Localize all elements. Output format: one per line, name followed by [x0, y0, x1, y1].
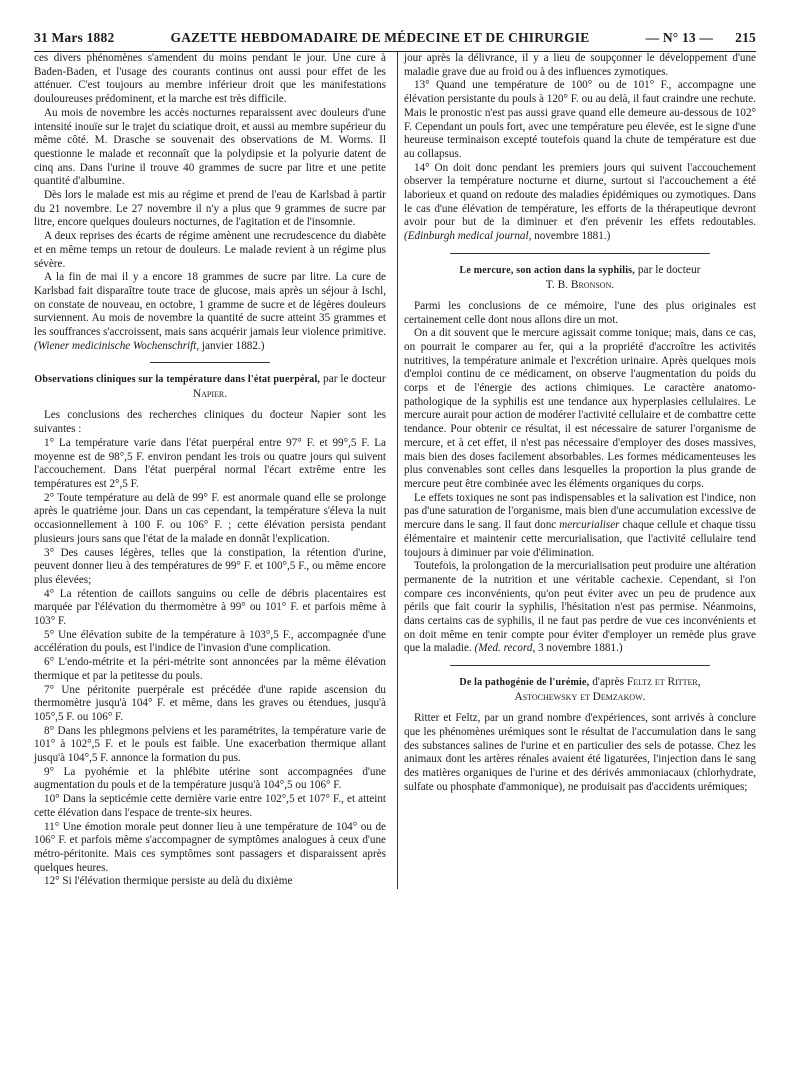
continued-item: jour après la délivrance, il y a lieu de soupçonner le développement d'une maladie grave due au froid ou à des influences zymotiques. — [404, 52, 756, 78]
author-name: Napier. — [192, 388, 228, 401]
section-title-mercure — [404, 263, 756, 292]
case-paragraph — [34, 271, 386, 353]
body-paragraph: Parmi les conclusions de ce mémoire, l'une des plus originales est certainement celle dont nous allons dire un mot. — [404, 299, 756, 326]
paragraph-text: Le effets toxiques ne sont pas indispensables et la salivation est l'indice, non pas d'une saturation de l'organisme, mais bien d'une accumulation excessive de mercure dans le sang. Il faut donc — [404, 491, 757, 532]
numbered-item: 4° La rétention de caillots sanguins ou celle de débris placentaires est marquée par l'élévation du thermomètre à 99° ou 101° F. et parfois même à 103° F. — [34, 587, 386, 628]
numbered-item: 5° Une élévation subite de la température à 103°,5 F., accompagnée d'une accélération du pouls, est l'indice de l'invasion d'une complication. — [34, 628, 386, 655]
source-citation: (Wiener medicinische Wochenschrift, — [34, 339, 200, 352]
numbered-item: 6° L'endo-métrite et la péri-métrite sont annoncées par la même élévation thermique et par la petitesse du pouls. — [34, 656, 386, 682]
numbered-item: 13° Quand une température de 100° ou de 101° F., accompagne une élévation persistante du pouls à 120° F. ou au delà, il faut craindre une rechute. Mais le pronostic n'est pas aussi grave quand elle demeure au-dessous de 102° F. Cependant un pouls fort, avec une température peu élevée, est le signe d'une heureuse terminaison excepté toutefois quand la chute de température est due au collapsus. — [404, 79, 756, 160]
case-paragraph: A deux reprises des écarts de régime amènent une recrudescence du diabète et en même temps un retour de douleurs. Le malade revient à un régime plus sévère. — [34, 230, 386, 270]
item-text: 14° On doit donc pendant les premiers jours qui suivent l'accouchement observer la température nocturne et diurne, surtout si l'accouchement a été laborieux et quand on redoute des maladies épidémiques ou zymotiques. Dans le cas d'une élévation de température, les efforts de la thérapeutique devront avoir pour but de la diminuer et d'en prévenir les effets redoutables. — [404, 161, 756, 229]
author-name: T. B. Bronson. — [545, 278, 615, 291]
section-separator — [450, 665, 710, 666]
numbered-item: 1° La température varie dans l'état puerpéral entre 97° F. et 99°,5 F. La moyenne est de 98°,5 F. environ pendant les trois ou quatre jours qui suivent l'accouchement. Dans l'état puerpéral normal l'écart extrême entre les températures est 2°,5 F. — [34, 436, 386, 490]
journal-title: GAZETTE HEBDOMADAIRE DE MÉDECINE ET DE CHIRURGIE — [170, 30, 590, 45]
byline-prefix: par le docteur — [323, 373, 386, 386]
body-paragraph — [404, 492, 756, 561]
section-title-uremie — [404, 675, 756, 704]
two-column-body — [34, 52, 756, 889]
intro-paragraph: Les conclusions des recherches cliniques du docteur Napier sont les suivantes : — [34, 409, 386, 436]
section-heading: Observations cliniques sur la température dans l'état puerpéral, — [34, 374, 321, 386]
right-column — [404, 52, 756, 889]
numbered-item: 9° La pyohémie et la phlébite utérine sont accompagnées d'une augmentation du pouls et de la température jusqu'à 104°,5 ou 106° F. — [34, 765, 386, 792]
issue-date: 31 Mars 1882 — [34, 30, 115, 45]
section-heading: Le mercure, son action dans la syphilis, — [459, 264, 635, 276]
source-citation: (Edinburgh medical journal, — [404, 230, 532, 243]
case-paragraph: Dès lors le malade est mis au régime et prend de l'eau de Karlsbad à partir du 21 novembre. Le 27 novembre il n'y a plus que 9 grammes de sucre par litre, encore quelques douleurs nocturnes, de l'agitation et de l'insomnie. — [34, 189, 386, 229]
section-separator — [150, 362, 270, 363]
numbered-item: 10° Dans la septicémie cette dernière varie entre 102°,5 et 107° F., et atteint cette élévation dans l'espace de trente-six heures. — [34, 793, 386, 819]
section-title-puerperal — [34, 372, 386, 401]
left-column — [34, 52, 386, 889]
author-names: Feltz et Ritter, — [626, 676, 701, 689]
numbered-item: 12° Si l'élévation thermique persiste au delà du dixième — [44, 875, 293, 888]
paragraph-text: chaque cellule et chaque tissu élémentaire et maintenir cette mercurialisation, que l'activité cellulaire tend toujours à diminuer par voie d'élimination. — [404, 519, 756, 559]
byline-prefix: par le docteur — [637, 263, 701, 276]
running-header — [34, 30, 756, 52]
source-date: 3 novembre 1881.) — [538, 642, 623, 655]
source-date: janvier 1882.) — [201, 339, 265, 352]
section-heading: De la pathogénie de l'urémie, — [459, 677, 590, 689]
case-paragraph: ces divers phénomènes s'amendent du moins pendant le jour. Une cure à Baden-Baden, et l'usage des courants continus ont aussi pour effet de les atténuer. C'est toujours au membre inférieur droit que les manifestations douloureuses prédominent, et la marche est très difficile. — [34, 52, 386, 106]
author-names: Astochewsky et Demzakow. — [514, 691, 646, 704]
issue-number: — N° 13 — — [645, 30, 714, 45]
numbered-item: 3° Des causes légères, telles que la constipation, la rétention d'urine, peuvent donner lieu à des températures de 99° F. et 100°,5 F., ou même encore plus élevées; — [34, 546, 386, 586]
paragraph-text: Toutefois, la prolongation de la mercurialisation peut produire une altération permanente de la nutrition et une véritable cachexie. Cependant, si l'on compare ces inconvénients, qu'on peut éviter avec un peu de prudence aux périls que fait courir la syphilis, l'hésitation n'est pas permise. Néanmoins, dans certains cas de syphilis, il ne faut pas perdre de vue ces inconvénients et on doit même en tenir compte pour éviter d'employer un remède plus grave que la maladie. — [404, 560, 756, 655]
body-paragraph — [404, 560, 756, 656]
case-paragraph: Au mois de novembre les accès nocturnes reparaissent avec douleurs d'une intensité inouïe sur le trajet du sciatique droit, et aussi au membre supérieur du même côté. M. Drasche se souvenait des observations de M. Worms. Il questionne le malade et reconnaît que la polydipsie et la polyurie datent de cinq ans. Dans l'urine il trouve 40 grammes de sucre par litre et une petite quantité d'albumine. — [34, 106, 386, 188]
numbered-item: 7° Une péritonite puerpérale est précédée d'une rapide ascension du thermomètre jusqu'à 104° F. et même, dans les graves ou étendues, jusqu'à 105°,5 F. ou 106° F. — [34, 683, 386, 723]
case-text: A la fin de mai il y a encore 18 grammes de sucre par litre. La cure de Karlsbad fait disparaître toute trace de glucose, mais après un séjour à Ischl, on constate de nouveau, en octobre, 1 gramme de sucre et de légères douleurs surviennent. Au mois de novembre la quantité de sucre atteint 35 grammes et les souffrances s'accroissent, mais sans acquérir jamais leur violence primitive. — [34, 271, 386, 339]
numbered-item: 11° Une émotion morale peut donner lieu à une température de 104° ou de 106° F. et parfois même s'accompagner de symptômes analogues à ceux d'une métro-péritonite. Mais ces symptômes sont passagers et disparaissent après quelques heures. — [34, 820, 386, 874]
numbered-item — [404, 162, 756, 244]
source-date: novembre 1881.) — [534, 230, 611, 243]
page-number: 215 — [735, 30, 756, 45]
section-separator — [450, 253, 710, 254]
body-paragraph: On a dit souvent que le mercure agissait comme tonique; mais, dans ce cas, on pourrait le comparer au fer, qui a la propriété d'accroître les activités nutritives, la température animale et l'excrétion urinaire. Après quelques mois d'emploi continu de ce médicament, on observe l'augmentation du poids du corps et de l'énergie des actions chimiques. Le caractère anatomo-pathologique de la syphilis est une tendance aux hyperplasies cellulaires. Le mercure aurait pour action de modérer l'activité cellulaire et de combattre cette tendance. Pour obtenir ce résultat, il est nécessaire de saturer l'organisme de mercure, et à cet effet, il n'est pas nécessaire d'employer des doses massives, mais bien des doses facilement absorbables. Les formes médicamenteuses les plus convenables sont celles dans lesquelles la proportion la plus grande de mercure peut être combinée avec les éléments organiques du corps. — [404, 327, 756, 490]
numbered-item: 2° Toute température au delà de 99° F. est anormale quand elle se prolonge après le quatrième jour. Dans un cas cependant, la température s'éleva la nuit occasionnellement à 100 F. ou 106° F. ; cette élévation persista pendant plusieurs jours sans que l'état de la malade en donnât l'explication. — [34, 491, 386, 545]
numbered-item: 8° Dans les phlegmons pelviens et les paramétrites, la température varie de 101° à 102°,5 F. et le pouls est faible. Une exacerbation thermique allant jusqu'à 104°,5 F. annonce la formation du pus. — [34, 724, 386, 765]
emphasized-term: mercurialiser — [559, 519, 620, 532]
byline-prefix: d'après — [592, 676, 624, 689]
column-divider — [397, 52, 398, 889]
body-paragraph: Ritter et Feltz, par un grand nombre d'expériences, sont arrivés à conclure que les phénomènes urémiques sont le résultat de l'accumulation dans le sang des substances salines de l'urine et en particulier des sels de potasse. Chez les animaux dont les artères rénales avaient été ligaturées, l'injection dans le sang des matières organiques de l'urine et des dérivés ammoniacaux (chlorhydrate, sulfate ou phosphate d'ammonique), ne produisait pas d'accidents urémiques; — [404, 712, 756, 793]
source-citation: (Med. record, — [474, 642, 536, 655]
